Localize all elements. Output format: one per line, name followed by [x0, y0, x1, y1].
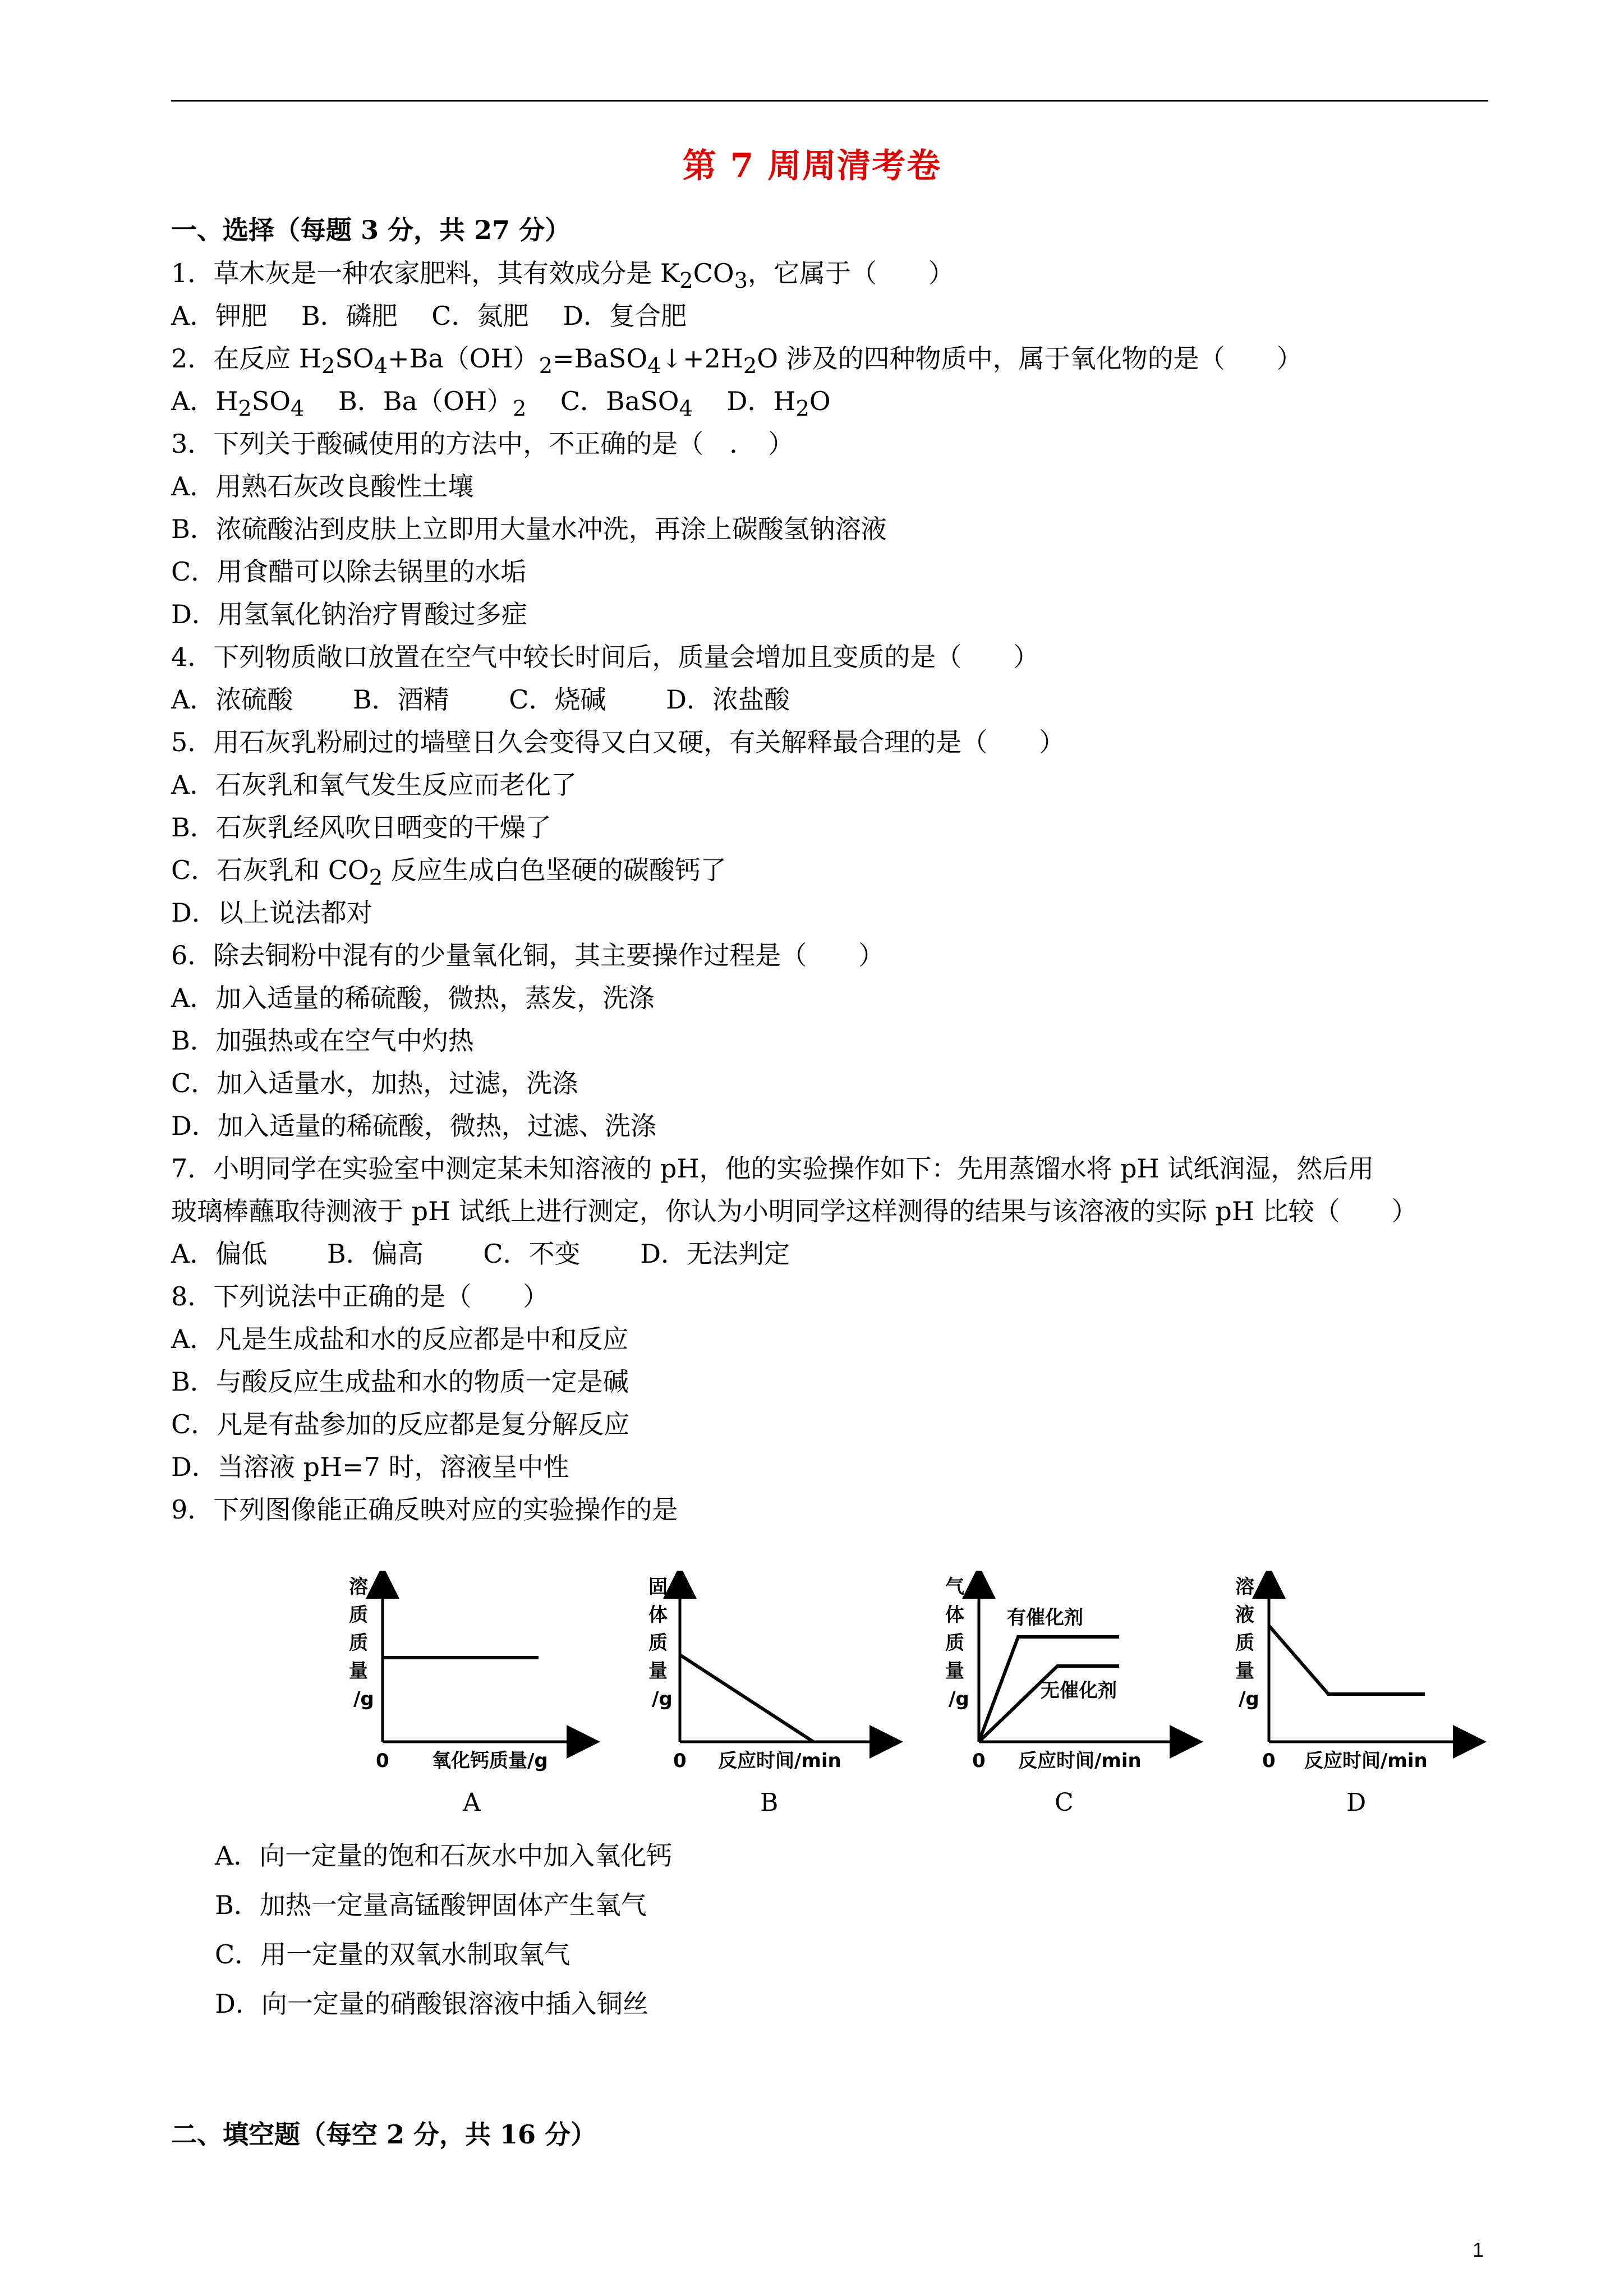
question-1-stem: 1．草木灰是一种农家肥料，其有效成分是 $K_2CO_3$，它属于（ ）: [171, 258, 954, 294]
question-8-option-a: A．凡是生成盐和水的反应都是中和反应: [171, 1324, 629, 1354]
question-3-option-b: B．浓硫酸沾到皮肤上立即用大量水冲洗，再涂上碳酸氢钠溶液: [171, 514, 887, 544]
question-2-stem: 2．在反应 $H_2SO_4+Ba(OH)_2=BaSO_4↓+2H_2O$ 涉及的四种物质中，属于氧化物的是（ ）: [171, 343, 1303, 379]
page-title: 第 7 周周清考卷: [682, 146, 942, 186]
graph-b-caption: B: [760, 1788, 779, 1817]
graph-b-ylabel-1: 固: [648, 1576, 668, 1598]
question-5-option-d: D．以上说法都对: [171, 898, 372, 928]
graph-c-ylabel-3: 质: [945, 1632, 964, 1654]
graph-d-origin: 0: [1262, 1750, 1276, 1772]
graph-d-ylabel-3: 质: [1235, 1632, 1254, 1654]
question-3-option-d: D．用氢氧化钠治疗胃酸过多症: [171, 599, 527, 629]
graph-a-xlabel: 氧化钙质量/g: [432, 1750, 548, 1772]
graph-a-ylabel-5: /g: [353, 1688, 374, 1710]
question-6-option-b: B．加强热或在空气中灼热: [171, 1025, 474, 1056]
graph-c-label-catalyst: 有催化剂: [1007, 1607, 1083, 1629]
graph-a-caption: A: [463, 1788, 481, 1817]
graph-b-xlabel: 反应时间/min: [718, 1750, 841, 1772]
question-2-options: A．$H_2SO_4$ B．$Ba(OH)_2$ C．BaSO$_4$ D．$H_2O$: [171, 386, 831, 422]
graph-a-origin: 0: [376, 1750, 389, 1772]
question-9-stem: 9．下列图像能正确反映对应的实验操作的是: [171, 1494, 678, 1525]
graph-b-ylabel-2: 体: [648, 1604, 668, 1626]
graph-b-origin: 0: [673, 1750, 687, 1772]
question-9-option-c: C．用一定量的双氧水制取氧气: [215, 1939, 571, 1970]
question-8-option-c: C．凡是有盐参加的反应都是复分解反应: [171, 1409, 630, 1439]
graph-c-xlabel: 反应时间/min: [1018, 1750, 1142, 1772]
graph-c-caption: C: [1055, 1788, 1074, 1817]
graph-a-ylabel-4: 量: [349, 1660, 368, 1682]
question-6-stem: 6．除去铜粉中混有的少量氧化铜，其主要操作过程是（ ）: [171, 940, 885, 970]
question-9-option-b: B．加热一定量高锰酸钾固体产生氧气: [215, 1890, 647, 1920]
graph-c-ylabel-5: /g: [949, 1688, 969, 1710]
header-rule: [171, 100, 1488, 102]
question-7-options: A．偏低 B．偏高 C．不变 D．无法判定: [171, 1239, 790, 1269]
graph-c-ylabel-2: 体: [945, 1604, 964, 1626]
graph-a-ylabel-2: 质: [349, 1604, 368, 1626]
question-4-stem: 4．下列物质敞口放置在空气中较长时间后，质量会增加且变质的是（ ）: [171, 642, 1039, 672]
question-6-option-c: C．加入适量水，加热，过滤，洗涤: [171, 1068, 578, 1098]
page-number: 1: [1472, 2238, 1484, 2261]
question-8-stem: 8．下列说法中正确的是（ ）: [171, 1281, 549, 1312]
question-8-option-b: B．与酸反应生成盐和水的物质一定是碱: [171, 1366, 629, 1397]
graph-c-label-no-catalyst: 无催化剂: [1041, 1680, 1117, 1702]
graph-d-xlabel: 反应时间/min: [1304, 1750, 1428, 1772]
graph-c-origin: 0: [972, 1750, 986, 1772]
question-5-option-b: B．石灰乳经风吹日晒变的干燥了: [171, 812, 551, 843]
graph-a: [348, 1571, 611, 1775]
graph-d: [1223, 1571, 1487, 1775]
graph-b: [634, 1571, 903, 1775]
graph-a-ylabel-3: 质: [349, 1632, 368, 1654]
question-7-stem-line-2: 玻璃棒蘸取待测液于 pH 试纸上进行测定，你认为小明同学这样测得的结果与该溶液的实际 pH 比较（ ）: [171, 1196, 1418, 1226]
question-5-option-a: A．石灰乳和氧气发生反应而老化了: [171, 770, 577, 800]
graph-d-ylabel-4: 量: [1235, 1660, 1254, 1682]
graph-d-caption: D: [1346, 1788, 1367, 1817]
graph-b-ylabel-4: 量: [648, 1660, 668, 1682]
question-9-option-d: D．向一定量的硝酸银溶液中插入铜丝: [215, 1989, 648, 2019]
section-1-heading: 一、选择（每题 3 分，共 27 分）: [171, 215, 571, 245]
question-6-option-d: D．加入适量的稀硫酸，微热，过滤、洗涤: [171, 1111, 656, 1141]
question-8-option-d: D．当溶液 pH=7 时，溶液呈中性: [171, 1452, 569, 1482]
question-5-stem: 5．用石灰乳粉刷过的墙壁日久会变得又白又硬，有关解释最合理的是（ ）: [171, 727, 1065, 757]
graph-c-ylabel-1: 气: [945, 1576, 964, 1598]
graph-d-ylabel-2: 液: [1235, 1604, 1254, 1626]
question-1-options: A．钾肥 B．磷肥 C．氮肥 D．复合肥: [171, 301, 687, 331]
question-9-option-a: A．向一定量的饱和石灰水中加入氧化钙: [215, 1841, 673, 1871]
graph-b-ylabel-3: 质: [648, 1632, 668, 1654]
question-5-option-c: C．石灰乳和 $CO_2$ 反应生成白色坚硬的碳酸钙了: [171, 855, 726, 891]
graph-a-ylabel-1: 溶: [349, 1576, 368, 1598]
question-3-stem: 3．下列关于酸碱使用的方法中，不正确的是（ ． ）: [171, 429, 794, 459]
question-4-options: A．浓硫酸 B．酒精 C．烧碱 D．浓盐酸: [171, 684, 790, 715]
question-3-option-c: C．用食醋可以除去锅里的水垢: [171, 556, 527, 587]
graph-b-ylabel-5: /g: [652, 1688, 673, 1710]
section-2-heading: 二、填空题（每空 2 分，共 16 分）: [171, 2119, 597, 2150]
graph-d-ylabel-1: 溶: [1235, 1576, 1254, 1598]
graph-c-ylabel-4: 量: [945, 1660, 964, 1682]
question-7-stem-line-1: 7．小明同学在实验室中测定某未知溶液的 pH，他的实验操作如下：先用蒸馏水将 pH 试纸润湿，然后用: [171, 1153, 1374, 1184]
question-6-option-a: A．加入适量的稀硫酸，微热，蒸发，洗涤: [171, 983, 655, 1013]
question-3-option-a: A．用熟石灰改良酸性土壤: [171, 471, 474, 501]
graph-c: [934, 1571, 1203, 1775]
graph-d-ylabel-5: /g: [1239, 1688, 1259, 1710]
